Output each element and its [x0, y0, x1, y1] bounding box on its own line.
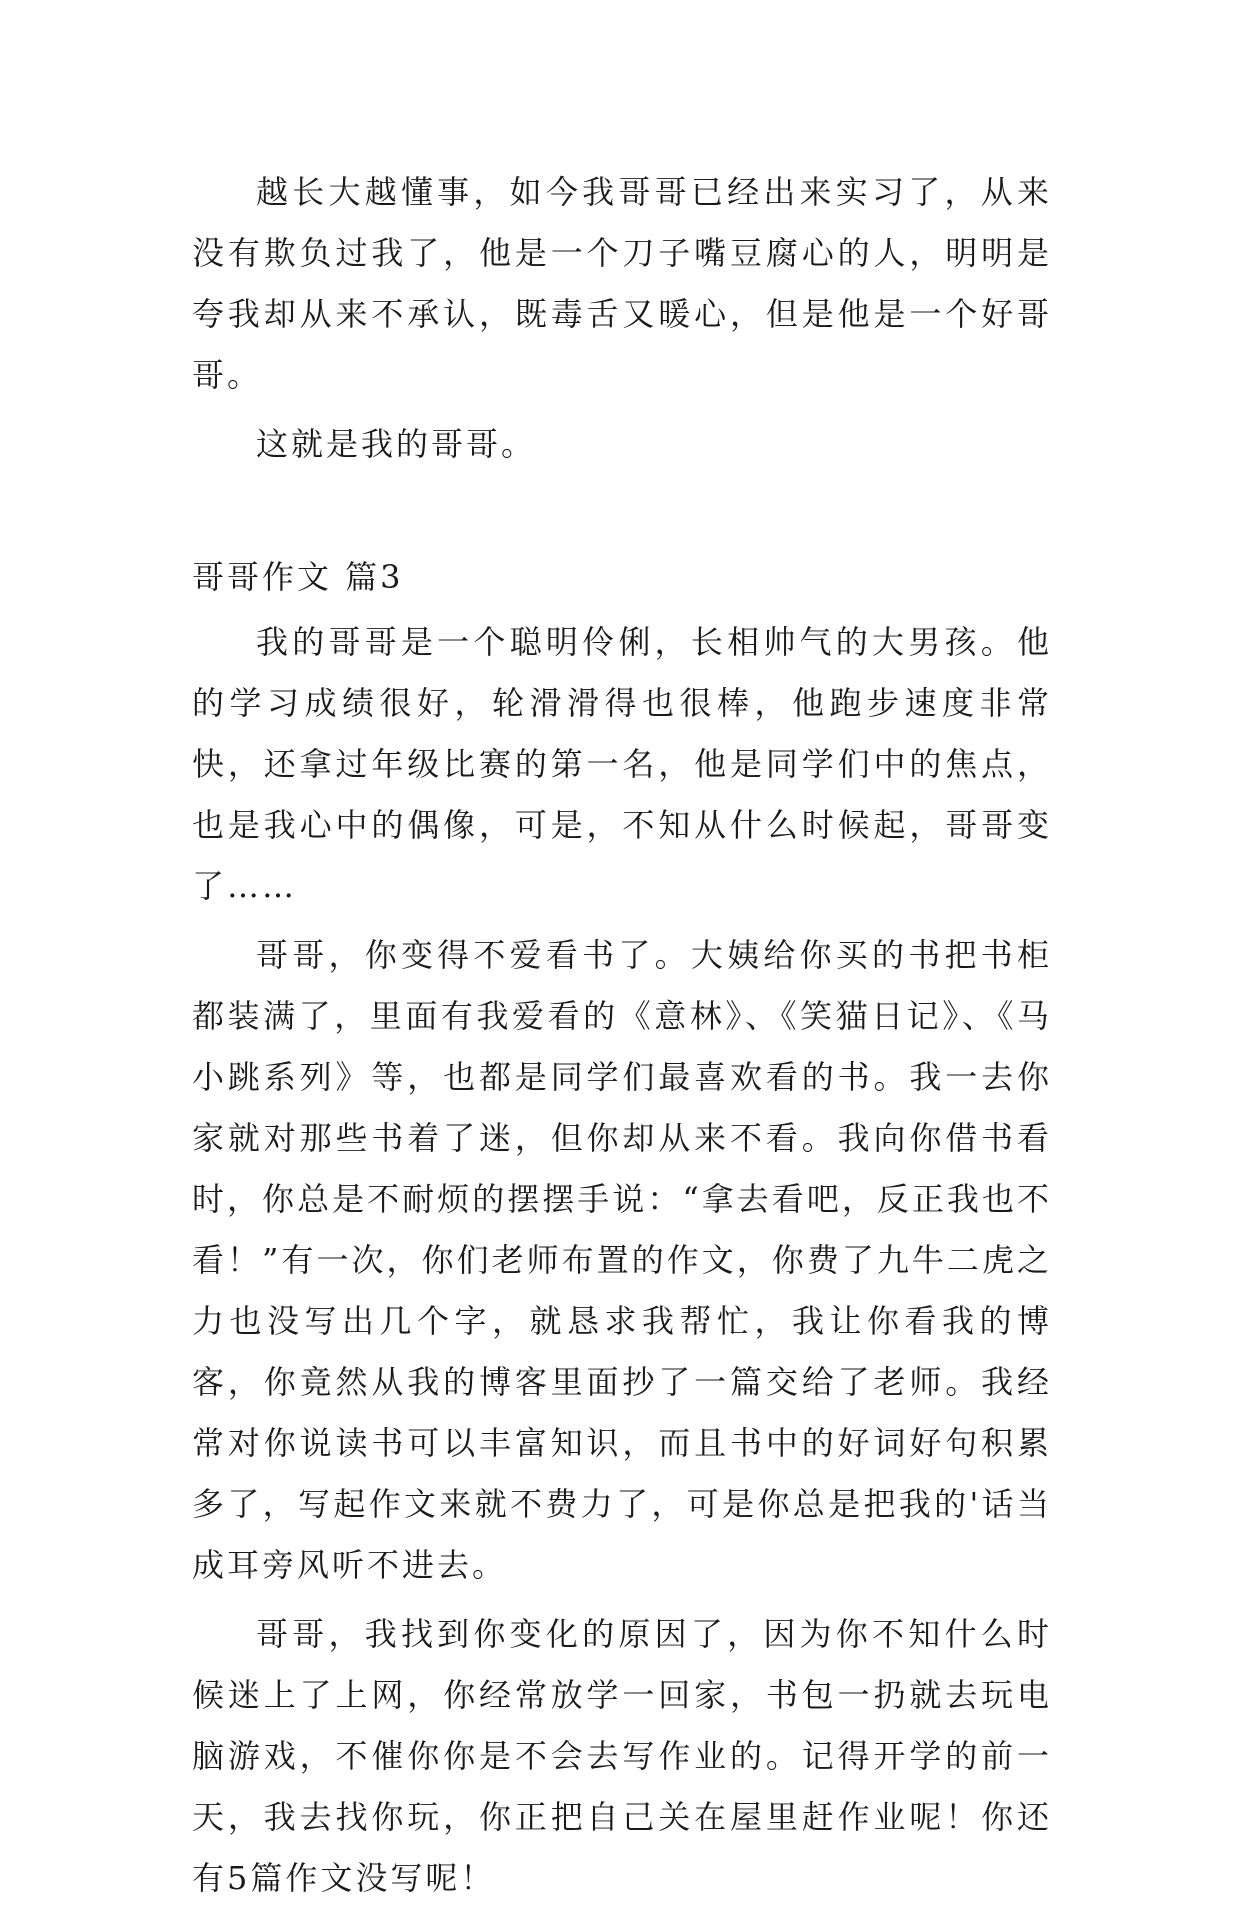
paragraph-growing-up: 越长大越懂事，如今我哥哥已经出来实习了，从来没有欺负过我了，他是一个刀子嘴豆腐心的人，明明是夸我却从来不承认，既毒舌又暖心，但是他是一个好哥哥。 [192, 173, 1052, 394]
paragraph-this-is-my-brother: 这就是我的哥哥。 [256, 425, 537, 463]
document-body [192, 162, 1052, 1917]
paragraph-brother-description: 我的哥哥是一个聪明伶俐，长相帅气的大男孩。他的学习成绩很好，轮滑滑得也很棒，他跑步速度非常快，还拿过年级比赛的第一名，他是同学们中的焦点，也是我心中的偶像，可是，不知从什么时候起，哥哥变了…… [192, 623, 1052, 905]
section-heading: 哥哥作文 篇3 [192, 558, 404, 596]
paragraph-brother-internet: 哥哥，我找到你变化的原因了，因为你不知什么时候迷上了上网，你经常放学一回家，书包一扔就去玩电脑游戏，不催你你是不会去写作业的。记得开学的前一天，我去找你玩，你正把自己关在屋里赶作业呢！你还有5篇作文没写呢！ [192, 1615, 1052, 1897]
paragraph-brother-reading: 哥哥，你变得不爱看书了。大姨给你买的书把书柜都装满了，里面有我爱看的《意林》、《笑猫日记》、《马小跳系列》等，也都是同学们最喜欢看的书。我一去你家就对那些书着了迷，但你却从来不看。我向你借书看时，你总是不耐烦的摆摆手说：“拿去看吧，反正我也不看！”有一次，你们老师布置的作文，你费了九牛二虎之力也没写出几个字，就恳求我帮忙，我让你看我的博客，你竟然从我的博客里面抄了一篇交给了老师。我经常对你说读书可以丰富知识，而且书中的好词好句积累多了，写起作文来就不费力了，可是你总是把我的'话当成耳旁风听不进去。 [192, 936, 1052, 1584]
